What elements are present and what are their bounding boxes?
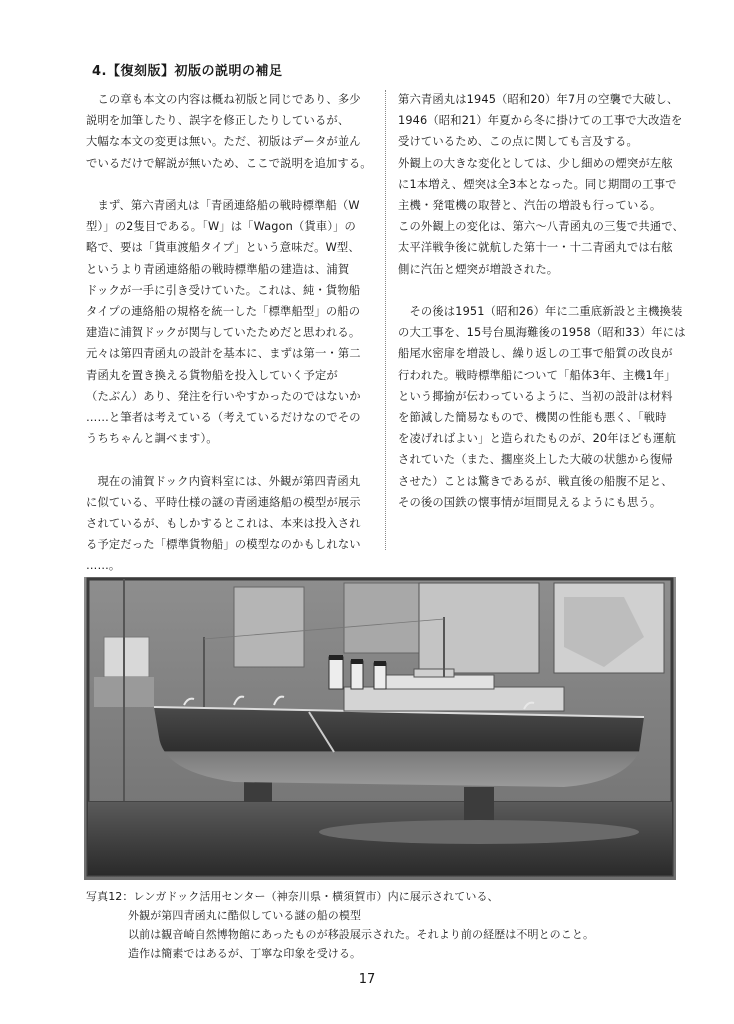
text-line: ……と筆者は考えている（考えているだけなのでその (86, 411, 361, 425)
text-line: を節減した簡易なもので、機関の性能も悪く、「戦時 (398, 411, 667, 425)
text-line: の大工事を、15号台風海難後の1958（昭和33）年には (398, 326, 686, 340)
text-line: 受けているため、この点に関しても言及する。 (398, 135, 638, 149)
text-line: というより青函連絡船の戦時標準船の建造は、浦賀 (86, 262, 350, 276)
paragraph-gap (398, 280, 688, 301)
text-line: に1本増え、煙突は全3本となった。同じ期間の工事で (398, 177, 677, 191)
text-line: 型）」の2隻目である。「W」は「Wagon（貨車）」の (86, 220, 357, 234)
paragraph-gap (86, 449, 376, 470)
text-line: でいるだけで解説が無いため、ここで説明を追加する。 (86, 156, 372, 170)
right-text-column (398, 89, 688, 513)
text-line: という揶揄が伝わっているように、当初の設計は材料 (398, 389, 673, 403)
display-base (319, 820, 639, 844)
text-line: その後の国鉄の懐事情が垣間見えるようにも思う。 (398, 495, 662, 509)
wall-poster (234, 587, 304, 667)
text-line: うちちゃんと調べます）。 (86, 432, 218, 446)
text-line: （たぶん）あり、発注を行いやすかったのではないか (86, 389, 361, 403)
caption-line: 造作は簡素ではあるが、丁寧な印象を受ける。 (128, 947, 362, 960)
text-line: を凌げればよい」と造られたものが、20年ほども運航 (398, 432, 676, 446)
text-line: る予定だった「標準貨物船」の模型なのかもしれない (86, 538, 361, 552)
text-line: 行われた。戦時標準船について「船体3年、主機1年」 (398, 368, 676, 382)
photo-caption (86, 887, 594, 963)
text-line: 現在の浦賀ドック内資料室には、外観が第四青函丸 (86, 474, 361, 488)
text-line: 主機・発電機の取替と、汽缶の増設も行っている。 (398, 199, 662, 213)
funnel (329, 657, 343, 689)
superstructure (344, 687, 564, 711)
ship-model-photo (84, 577, 676, 880)
text-line: まず、第六青函丸は「青函連絡船の戦時標準船（W (86, 199, 360, 212)
text-line: 建造に浦賀ドックが関与していたためだと思われる。 (86, 326, 361, 340)
text-line: 大幅な本文の変更は無い。ただ、初版はデータが並ん (86, 135, 361, 149)
text-line: されているが、もしかするとこれは、本来は投入され (86, 517, 361, 531)
caption-line: 写真12：レンガドック活用センター（神奈川県・横須賀市）内に展示されている、 (86, 890, 499, 903)
text-line: 略で、要は「貨車渡船タイプ」という意味だ。W型、 (86, 241, 360, 255)
text-line: させた）ことは驚きであるが、戦直後の船腹不足と、 (398, 474, 673, 488)
text-line: その後は1951（昭和26）年に二重底新設と主機換装 (398, 305, 683, 319)
text-line: に似ている、平時仕様の謎の青函連絡船の模型が展示 (86, 495, 361, 509)
text-line: 船尾水密扉を増設し、繰り返しの工事で船質の改良が (398, 347, 673, 361)
text-line: 第六青函丸は1945（昭和20）年7月の空襲で大破し、 (398, 93, 679, 106)
wall-poster (419, 583, 539, 673)
caption-line: 外観が第四青函丸に酷似している謎の船の模型 (128, 909, 362, 922)
text-line: 元々は第四青函丸の設計を基本に、まずは第一・第二 (86, 347, 361, 361)
text-line: タイプの連絡船の規格を統一した「標準船型」の船の (86, 305, 361, 319)
section-heading: 4.【復刻版】初版の説明の補足 (92, 64, 283, 79)
left-text-column (86, 89, 376, 577)
paragraph-gap (86, 174, 376, 195)
text-line: 外観上の大きな変化としては、少し細めの煙突が左舷 (398, 156, 673, 170)
column-divider (385, 90, 386, 550)
page-number: 17 (358, 972, 376, 987)
text-line: 太平洋戦争後に就航した第十一・十二青函丸では右舷 (398, 241, 673, 255)
info-stand (104, 637, 149, 677)
text-line: この章も本文の内容は概ね初版と同じであり、多少 (86, 93, 361, 106)
text-line: 側に汽缶と煙突が増設された。 (398, 262, 559, 276)
text-line: 説明を加筆したり、誤字を修正したりしているが、 (86, 114, 350, 128)
funnel (374, 663, 386, 689)
text-line: ……。 (86, 559, 121, 573)
text-line: 1946（昭和21）年夏から冬に掛けての工事で大改造を (398, 114, 683, 128)
caption-line: 以前は観音崎自然博物館にあったものが移設展示された。それより前の経歴は不明とのこと。 (128, 928, 595, 941)
text-line: ドックが一手に引き受けていた。これは、純・貨物船 (86, 283, 361, 297)
text-line: この外観上の変化は、第六～八青函丸の三隻で共通で、 (398, 220, 684, 234)
text-line: されていた（また、擱座炎上した大破の状態から復帰 (398, 453, 673, 467)
funnel (351, 661, 363, 689)
text-line: 青函丸を置き換える貨物船を投入していく予定が (86, 368, 338, 382)
ship-hull (154, 707, 644, 787)
